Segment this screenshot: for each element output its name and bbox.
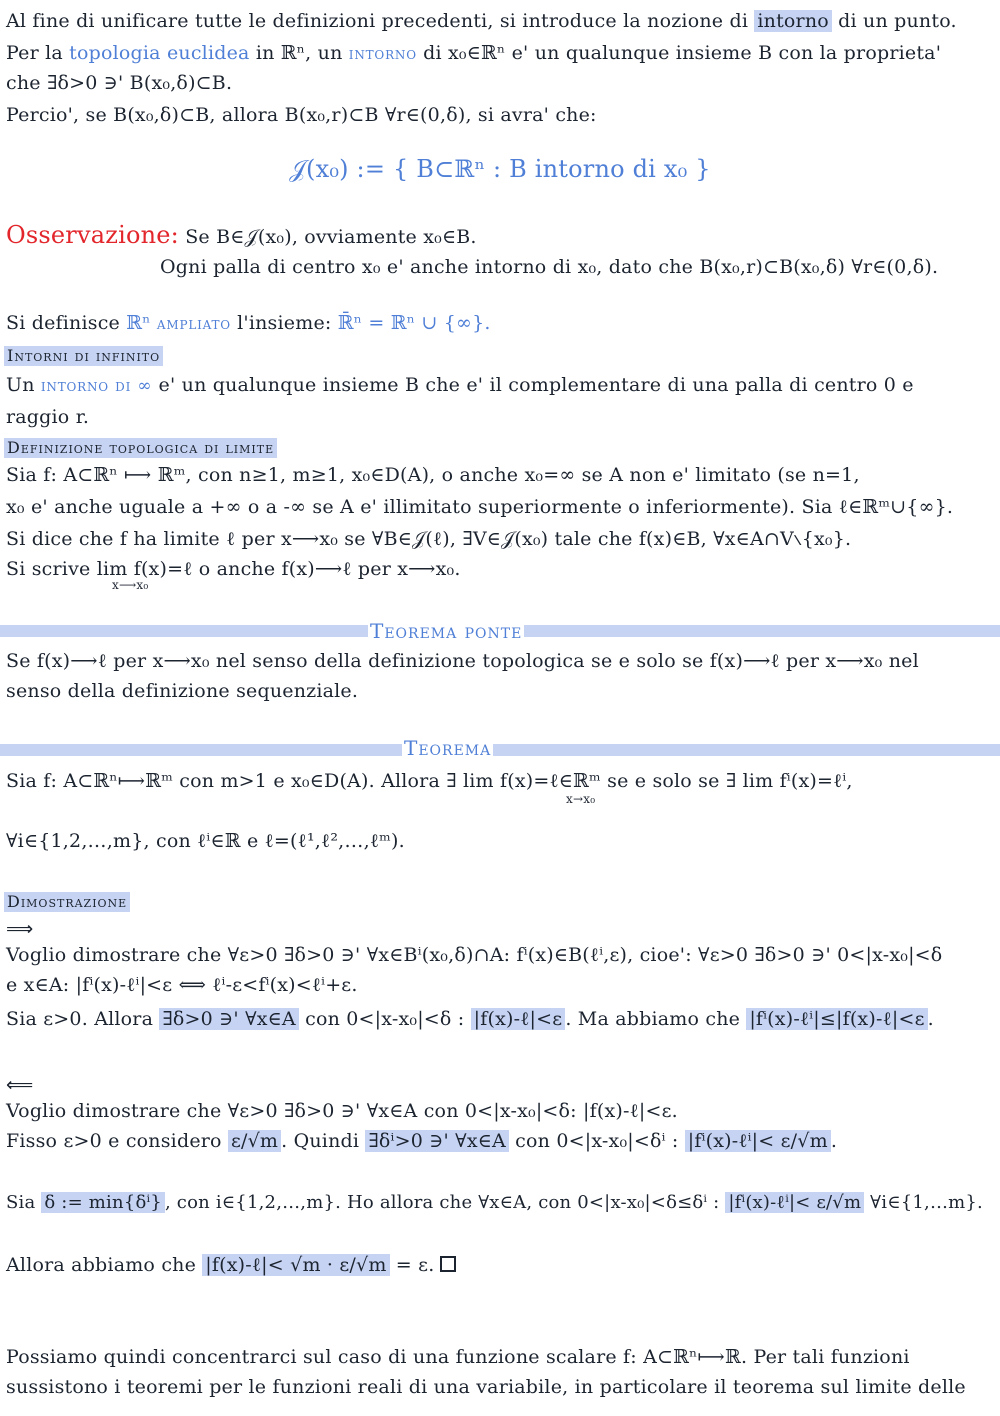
theorem-header-bar — [0, 744, 1000, 756]
infinity-line-1 — [6, 372, 992, 399]
proof-line-7 — [6, 1252, 992, 1278]
text: Per la — [6, 42, 70, 64]
theorem-line-1: Sia f: A⊂ℝⁿ⟼ℝᵐ con m>1 e x₀∈D(A). Allora ∃ lim f(x)=ℓ∈ℝᵐ se e solo se ∃ lim fⁱ(x)=ℓⁱ, — [6, 770, 853, 792]
intro-line-3: che ∃δ>0 ∋' B(x₀,δ)⊂B. — [6, 72, 233, 94]
text: , con i∈{1,2,…,m}. Ho allora che ∀x∈A, con 0<|x-x₀|<δ≤δⁱ : — [164, 1192, 726, 1213]
proof-line-6 — [6, 1190, 992, 1216]
text: ∀i∈{1,…m}. — [864, 1192, 983, 1213]
section-label-limit-def: Definizione topologica di limite — [4, 438, 277, 458]
bridge-title: Teorema ponte — [370, 619, 523, 643]
text: di un punto. — [831, 10, 957, 32]
section-label-infinity: Intorni di infinito — [4, 346, 163, 366]
highlight: |f(x)-ℓ|< √m · ε/√m — [202, 1254, 389, 1276]
intro-line-1 — [6, 8, 992, 34]
term-ampliato: ampliato — [156, 314, 231, 334]
highlight: |f(x)-ℓ|<ε — [471, 1008, 566, 1030]
proof-line-3 — [6, 1006, 992, 1032]
observation-label: Osservazione: — [6, 221, 179, 249]
highlight: δ := min{δⁱ} — [41, 1192, 165, 1213]
observation-line-2: Ogni palla di centro x₀ e' anche intorno di x₀, dato che B(x₀,r)⊂B(x₀,δ) ∀r∈(0,δ). — [160, 256, 939, 278]
limit-def-line-1: Sia f: A⊂ℝⁿ ⟼ ℝᵐ, con n≥1, m≥1, x₀∈D(A), o anche x₀=∞ se A non e' limitato (se n=1, — [6, 464, 860, 486]
text: e' un qualunque insieme B che e' il complementare di una palla di centro 0 e — [152, 374, 914, 396]
highlight: ∃δⁱ>0 ∋' ∀x∈A — [365, 1130, 509, 1152]
text: Allora abbiamo che — [6, 1254, 203, 1276]
highlight: |fⁱ(x)-ℓⁱ|< ε/√m — [725, 1192, 864, 1213]
text: . Ma abbiamo che — [565, 1008, 747, 1030]
highlight-intorno: intorno — [754, 10, 832, 32]
text: Si definisce — [6, 312, 127, 334]
proof-direction-forward: ⟹ — [6, 918, 34, 940]
infinity-line-2: raggio r. — [6, 406, 90, 428]
text: Sia — [6, 1192, 42, 1213]
proof-line-4: Voglio dimostrare che ∀ε>0 ∃δ>0 ∋' ∀x∈A con 0<|x-x₀|<δ: |f(x)-ℓ|<ε. — [6, 1100, 678, 1122]
bridge-line-1: Se f(x)⟶ℓ per x⟶x₀ nel senso della definizione topologica se e solo se f(x)⟶ℓ per x⟶x₀ nel — [6, 650, 919, 672]
intro-line-4: Percio', se B(x₀,δ)⊂B, allora B(x₀,r)⊂B ∀r∈(0,δ), si avra' che: — [6, 104, 597, 126]
proof-line-5 — [6, 1128, 992, 1154]
proof-line-1: Voglio dimostrare che ∀ε>0 ∃δ>0 ∋' ∀x∈Bⁱ(x₀,δ)∩A: fⁱ(x)∈B(ℓⁱ,ε), cioe': ∀ε>0 ∃δ>0 ∋' 0<|x-x₀|<δ — [6, 944, 943, 966]
highlight: ∃δ>0 ∋' ∀x∈A — [159, 1008, 299, 1030]
proof-line-2: e x∈A: |fⁱ(x)-ℓⁱ|<ε ⟺ ℓⁱ-ε<fⁱ(x)<ℓⁱ+ε. — [6, 974, 358, 996]
text: l'insieme: — [230, 312, 338, 334]
qed-square-icon — [440, 1256, 456, 1272]
text: = ε. — [389, 1254, 435, 1276]
text: Un — [6, 374, 41, 396]
text: in ℝⁿ, un — [249, 42, 349, 64]
text: con 0<|x-x₀|<δⁱ : — [508, 1130, 685, 1152]
proof-direction-backward: ⟸ — [6, 1074, 34, 1096]
limit-def-line-2: x₀ e' anche uguale a +∞ o a -∞ se A e' illimitato superiormente o inferiormente). Sia ℓ∈ℝᵐ∪{∞}. — [6, 496, 954, 518]
theorem-subscript: x→x₀ — [566, 792, 596, 806]
term-intorno-infinito: intorno di ∞ — [40, 376, 153, 396]
intro-line-2 — [6, 40, 992, 67]
text: Sia ε>0. Allora — [6, 1008, 160, 1030]
text: . — [830, 1130, 838, 1152]
outro-line-1: Possiamo quindi concentrarci sul caso di una funzione scalare f: A⊂ℝⁿ⟼ℝ. Per tali funzioni — [6, 1346, 910, 1368]
extended-formula: ℝ̄ⁿ = ℝⁿ ∪ {∞}. — [337, 312, 491, 334]
highlight: ε/√m — [228, 1130, 281, 1152]
term-intorno: intorno — [348, 44, 417, 64]
limit-def-line-3: Si dice che f ha limite ℓ per x⟶x₀ se ∀B∈𝒥(ℓ), ∃V∈𝒥(x₀) tale che f(x)∈B, ∀x∈A∩V∖{x₀}. — [6, 528, 852, 550]
highlight: |fⁱ(x)-ℓⁱ|< ε/√m — [685, 1130, 831, 1152]
limit-subscript: x⟶x₀ — [112, 578, 149, 592]
bridge-line-2: senso della definizione sequenziale. — [6, 680, 359, 702]
term-topologia-euclidea: topologia euclidea — [69, 42, 250, 64]
limit-def-line-4: Si scrive lim f(x)=ℓ o anche f(x)⟶ℓ per x⟶x₀. — [6, 558, 461, 580]
term-rn: ℝⁿ — [126, 312, 157, 334]
text: di x₀∈ℝⁿ e' un qualunque insieme B con la proprieta' — [416, 42, 942, 64]
text: con 0<|x-x₀|<δ : — [298, 1008, 471, 1030]
extended-line — [6, 310, 992, 337]
section-label-proof: Dimostrazione — [4, 892, 130, 912]
observation-line-1 — [6, 222, 992, 250]
text: . Quindi — [281, 1130, 366, 1152]
text: Se B∈𝒥(x₀), ovviamente x₀∈B. — [185, 226, 477, 248]
text: . — [927, 1008, 934, 1030]
highlight: |fⁱ(x)-ℓⁱ|≤|f(x)-ℓ|<ε — [746, 1008, 927, 1030]
text: Fisso ε>0 e considero — [6, 1130, 228, 1152]
theorem-title: Teorema — [404, 736, 492, 760]
outro-line-2: sussistono i teoremi per le funzioni reali di una variabile, in particolare il teorema sul limite delle — [6, 1376, 966, 1398]
neighborhood-formula: 𝒥(x₀) := { B⊂ℝⁿ : B intorno di x₀ } — [289, 155, 711, 183]
text: Al fine di unificare tutte le definizioni precedenti, si introduce la nozione di — [6, 10, 755, 32]
theorem-line-2: ∀i∈{1,2,…,m}, con ℓⁱ∈ℝ e ℓ=(ℓ¹,ℓ²,…,ℓᵐ). — [6, 830, 405, 852]
